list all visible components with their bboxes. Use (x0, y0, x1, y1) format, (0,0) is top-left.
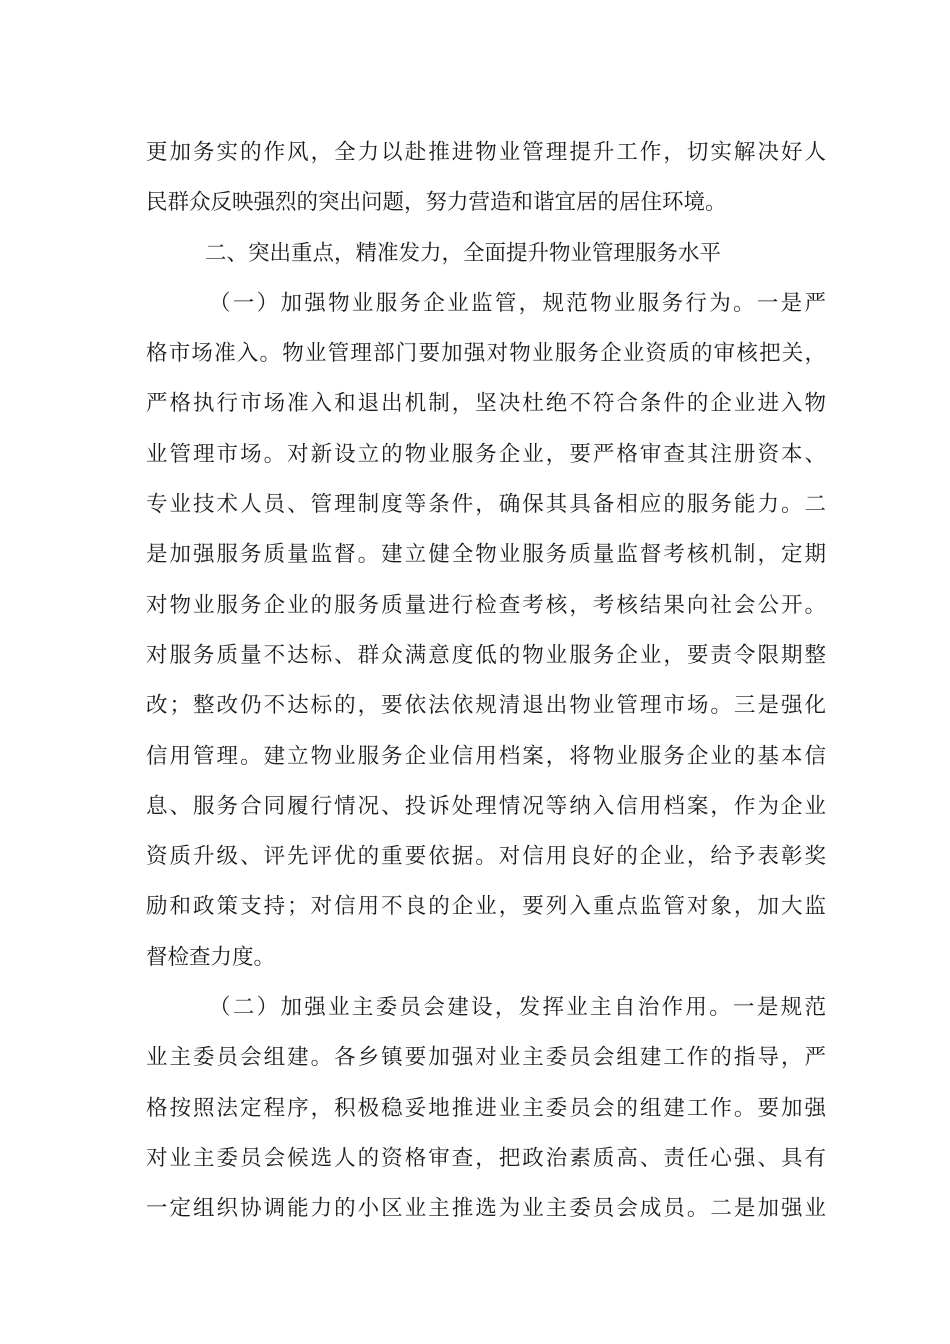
body-line: 格市场准入。物业管理部门要加强对物业服务企业资质的审核把关， (146, 341, 826, 367)
body-line: 息、服务合同履行情况、投诉处理情况等纳入信用档案，作为企业 (146, 793, 826, 819)
body-line: 是加强服务质量监督。建立健全物业服务质量监督考核机制，定期 (146, 542, 826, 568)
body-line: 信用管理。建立物业服务企业信用档案，将物业服务企业的基本信 (146, 743, 826, 769)
body-line: 业管理市场。对新设立的物业服务企业，要严格审查其注册资本、 (146, 441, 826, 467)
body-line: 督检查力度。 (146, 944, 276, 970)
body-line: 民群众反映强烈的突出问题，努力营造和谐宜居的居住环境。 (146, 190, 727, 216)
body-line: 资质升级、评先评优的重要依据。对信用良好的企业，给予表彰奖 (146, 844, 826, 870)
subsection-heading-line: （一）加强物业服务企业监管，规范物业服务行为。一是严 (209, 290, 826, 316)
section-heading: 二、突出重点，精准发力，全面提升物业管理服务水平 (205, 240, 722, 266)
body-line: 改；整改仍不达标的，要依法依规清退出物业管理市场。三是强化 (146, 693, 826, 719)
body-line: 更加务实的作风，全力以赴推进物业管理提升工作，切实解决好人 (146, 140, 826, 165)
body-line: 对业主委员会候选人的资格审查，把政治素质高、责任心强、具有 (146, 1145, 826, 1171)
body-line: 业主委员会组建。各乡镇要加强对业主委员会组建工作的指导，严 (146, 1045, 826, 1071)
body-line: 励和政策支持；对信用不良的企业，要列入重点监管对象，加大监 (146, 894, 826, 920)
body-line: 专业技术人员、管理制度等条件，确保其具备相应的服务能力。二 (146, 492, 826, 518)
body-line: 严格执行市场准入和退出机制，坚决杜绝不符合条件的企业进入物 (146, 391, 826, 417)
document-body (146, 128, 826, 1235)
body-line: 格按照法定程序，积极稳妥地推进业主委员会的组建工作。要加强 (146, 1095, 826, 1121)
body-line: 对服务质量不达标、群众满意度低的物业服务企业，要责令限期整 (146, 642, 826, 668)
body-line: 对物业服务企业的服务质量进行检查考核，考核结果向社会公开。 (146, 592, 826, 618)
subsection-heading-line: （二）加强业主委员会建设，发挥业主自治作用。一是规范 (209, 995, 826, 1021)
body-line: 一定组织协调能力的小区业主推选为业主委员会成员。二是加强业 (146, 1196, 826, 1222)
